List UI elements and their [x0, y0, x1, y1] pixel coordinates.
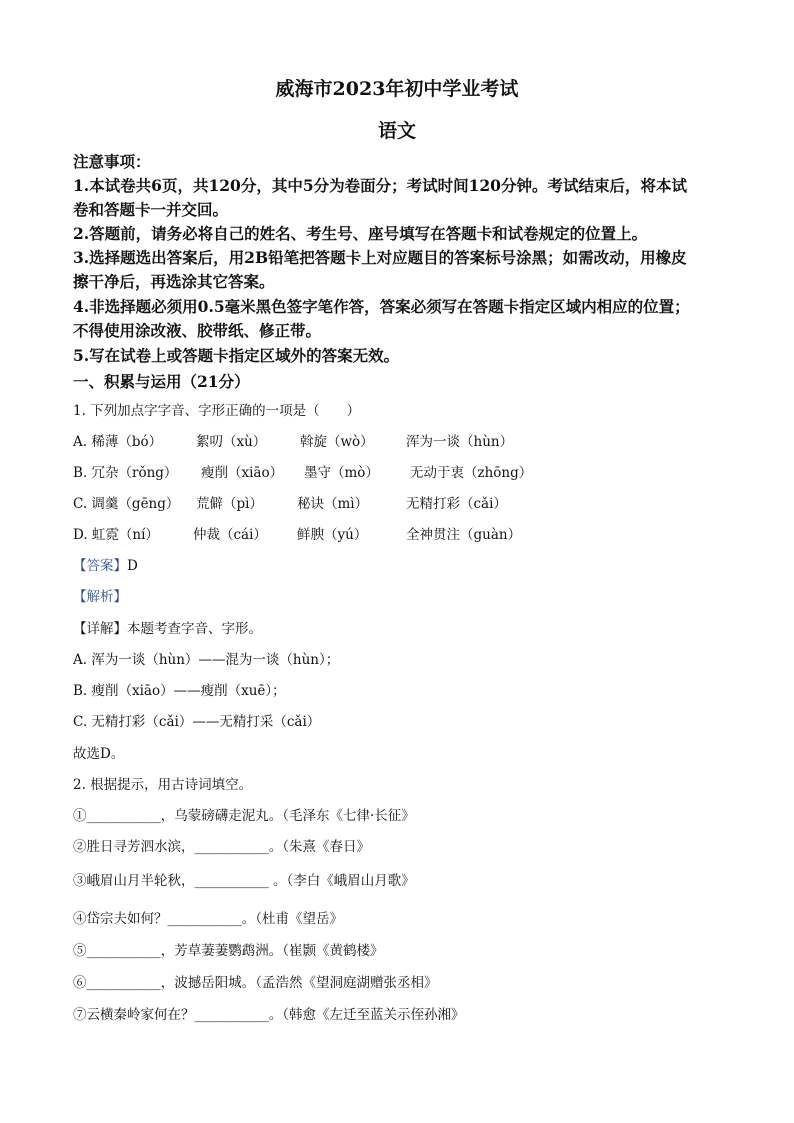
section-heading: 一、积累与运用（21分）	[73, 372, 250, 391]
option-word: 无动于衷（zhōng）	[410, 465, 533, 481]
poem-fill-item: ④岱宗夫如何？___________。（杜甫《望岳》	[73, 911, 343, 927]
option-word: 絮叨（xù）	[196, 434, 267, 450]
explanation-line: B. 瘦削（xiāo）——瘦削（xuē）；	[73, 683, 286, 699]
answer-tag: 【答案】	[73, 558, 127, 574]
option-word: B. 冗杂（rǒng）	[73, 465, 178, 481]
notice-line: 不得使用涂改液、胶带纸、修正带。	[73, 321, 322, 340]
analysis-tag: 【解析】	[73, 589, 127, 605]
option-word: 墨守（mò）	[304, 465, 379, 481]
poem-fill-item: ⑦云横秦岭家何在？___________。（韩愈《左迁至蓝关示侄孙湘》	[73, 1007, 465, 1023]
q1-stem: 1. 下列加点字字音、字形正确的一项是（ ）	[73, 403, 361, 419]
option-word: 全神贯注（guàn）	[406, 527, 522, 543]
exam-title: 威海市2023年初中学业考试	[275, 78, 519, 100]
option-word: 瘦削（xiāo）	[201, 465, 284, 481]
notice-line: 擦干净后，再选涂其它答案。	[73, 272, 275, 291]
answer-value: D	[127, 558, 138, 574]
option-word: A. 稀薄（bó）	[73, 434, 163, 450]
notice-line: 3.选择题选出答案后，用2B铅笔把答题卡上对应题目的答案标号涂黑；如需改动，用橡皮	[73, 248, 687, 267]
notice-line: 5.写在试卷上或答题卡指定区域外的答案无效。	[73, 346, 400, 365]
option-word: 斡旋（wò）	[300, 434, 374, 450]
option-word: C. 调羹（gēng）	[73, 496, 180, 512]
notice-line: 2.答题前，请务必将自己的姓名、考生号、座号填写在答题卡和试卷规定的位置上。	[73, 224, 648, 243]
notice-line: 1.本试卷共6页，共120分，其中5分为卷面分；考试时间120分钟。考试结束后，将本试	[73, 176, 687, 195]
option-word: 仲裁（cái）	[193, 527, 267, 543]
notice-line: 卷和答题卡一并交回。	[73, 200, 229, 219]
explanation-line: C. 无精打彩（cǎi）——无精打采（cǎi）	[73, 714, 321, 730]
option-word: 荒僻（pì）	[196, 496, 263, 512]
q2-stem: 2. 根据提示，用古诗词填空。	[73, 777, 253, 793]
detail-line	[73, 617, 262, 637]
option-word: 浑为一谈（hùn）	[406, 434, 514, 450]
poem-fill-item: ②胜日寻芳泗水滨，___________。（朱熹《春日》	[73, 839, 370, 855]
subject-title: 语文	[377, 120, 416, 142]
explanation-line: A. 浑为一谈（hùn）——混为一谈（hùn）；	[73, 652, 340, 668]
poem-fill-item: ③峨眉山月半轮秋，___________ 。（李白《峨眉山月歌》	[73, 873, 415, 889]
option-word: 秘诀（mì）	[297, 496, 369, 512]
poem-fill-item: ⑤___________，芳草萋萋鹦鹉洲。（崔颢《黄鹤楼》	[73, 943, 384, 959]
answer-line	[73, 554, 138, 574]
option-word: D. 虹霓（ní）	[73, 527, 159, 543]
notice-heading: 注意事项：	[73, 152, 151, 171]
poem-fill-item: ⑥___________，波撼岳阳城。（孟浩然《望洞庭湖赠张丞相》	[73, 975, 438, 991]
explanation-line: 故选D。	[73, 746, 125, 762]
poem-fill-item: ①___________，乌蒙磅礴走泥丸。（毛泽东《七律·长征》	[73, 808, 415, 824]
option-word: 鲜腴（yú）	[297, 527, 368, 543]
detail-text: 本题考查字音、字形。	[127, 621, 262, 637]
detail-tag: 【详解】	[73, 621, 127, 637]
option-word: 无精打彩（cǎi）	[406, 496, 507, 512]
analysis-line	[73, 585, 127, 605]
notice-line: 4.非选择题必须用0.5毫米黑色签字笔作答，答案必须写在答题卡指定区域内相应的位置；	[73, 297, 690, 316]
